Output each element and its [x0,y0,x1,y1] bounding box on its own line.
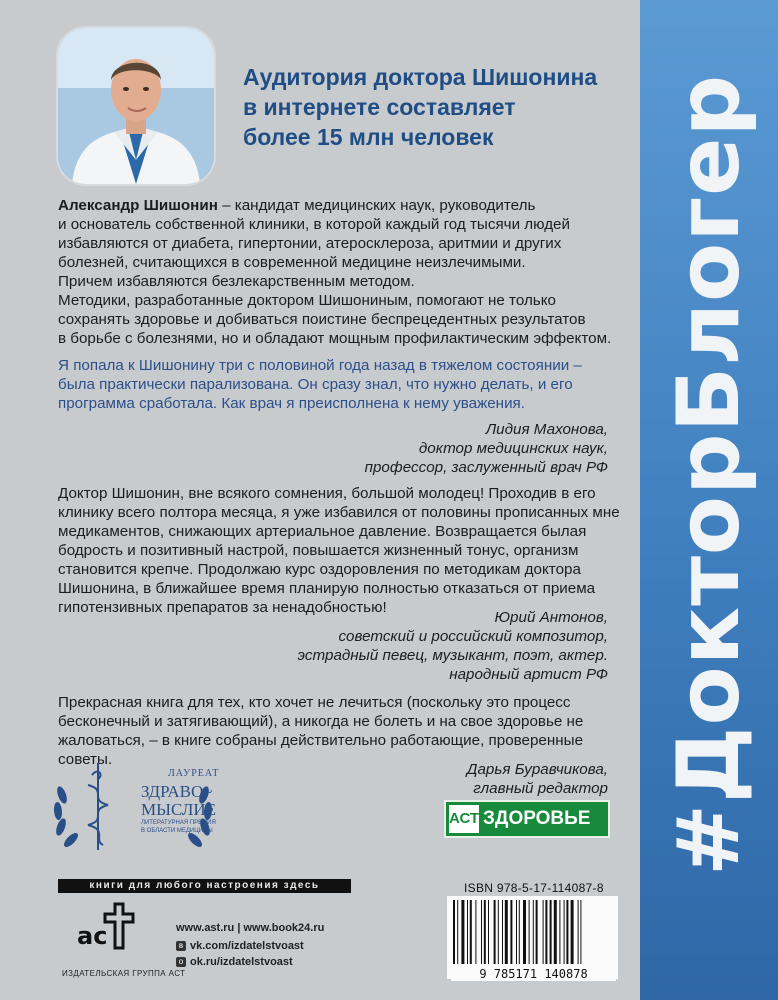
headline-line: Аудитория доктора Шишонина [243,64,598,90]
barcode-bar [510,900,512,964]
barcode-bar [484,900,486,964]
quote-line: Доктор Шишонин, вне всякого сомнения, большой молодец! Проходив в его [58,485,596,502]
signature-line: главный редактор [473,780,608,797]
award-sub: ЛИТЕРАТУРНАЯ ПРЕМИЯ [141,820,216,826]
doctor-photo [58,28,214,184]
barcode-bar [498,900,499,964]
barcode-bar [481,900,482,964]
isbn-label: ISBN 978-5-17-114087-8 [464,881,604,895]
publisher-group-label: ИЗДАТЕЛЬСКАЯ ГРУППА АСТ [62,969,186,978]
ok-link[interactable] [176,956,293,968]
barcode-bar [494,900,496,964]
barcode-bar [457,900,458,964]
award-name: ЗДРАВО~ [141,782,213,801]
bio-line: сохранять здоровье и добиваться поистине беспрецедентных результатов [58,311,586,328]
barcode-bar [533,900,534,964]
signature-line: доктор медицинских наук, [418,440,608,457]
barcode-digits: 9 785171 140878 [451,967,616,981]
signature-line: Юрий Антонов, [494,609,608,626]
signature-line: профессор, заслуженный врач РФ [364,459,608,476]
barcode-bar [461,900,464,964]
barcode-bar [467,900,468,964]
ok-link-text[interactable]: ok.ru/izdatelstvoast [190,956,293,968]
barcode-bar [505,900,508,964]
quote-line: становится крепче. Продолжаю курс оздоровления по методикам доктора [58,561,581,578]
award-laureate: ЛАУРЕАТ [168,768,220,779]
quote-line: программа сработала. Как врач я преисполнена к нему уважения. [58,395,525,412]
barcode-bar [470,900,472,964]
testimonial-3-signature [467,760,608,798]
barcode-bar [529,900,530,964]
series-logo-text: ЗДОРОВЬЕ [483,808,591,829]
testimonial-2 [58,484,628,617]
signature-line: советский и российский композитор, [338,628,608,645]
quote-line: Прекрасная книга для тех, кто хочет не лечиться (поскольку это процесс [58,694,571,711]
signature-line: народный артист РФ [449,666,608,683]
publisher-tagline: книги для любого настроения здесь [58,879,351,893]
award-name: МЫСЛИЕ [141,800,217,819]
signature-line: Дарья Буравчикова, [466,761,608,778]
svg-text:ac: ac [77,922,108,950]
quote-line: бесконечный и затягивающий), а никогда не болеть и на свое здоровье не [58,713,584,730]
spine-hashtag: #ДокторБлогер [659,73,759,877]
barcode-bar [571,900,574,964]
quote-line: Шишонина, в ближайшее время планирую полностью отказаться от приема [58,580,596,597]
bio-line: Методики, разработанные доктором Шишониным, помогают не только [58,292,556,309]
testimonial-1-signature [365,420,608,477]
award-sub: В ОБЛАСТИ МЕДИЦИНЫ [141,828,213,834]
barcode-bar [580,900,581,964]
vk-icon: в [176,941,186,951]
ast-logo-icon: АСТ [449,805,479,833]
quote-line: гипотензивных препаратов за ненадобностью! [58,599,387,616]
barcode-bar [453,900,455,964]
headline-line: более 15 млн человек [243,124,494,150]
barcode-bar [578,900,579,964]
bio-line: в борьбе с болезнями, но и обладают мощным профилактическим эффектом. [58,330,612,347]
barcode-bar [516,900,517,964]
barcode-bar [519,900,520,964]
bio-line: болезней, считающихся в современной медицине неизлечимыми. [58,254,526,271]
vk-link[interactable] [176,940,304,952]
quote-line: клинику всего полтора месяца, я уже избавился от половины прописанных мне [58,504,620,521]
publisher-websites[interactable]: www.ast.ru | www.book24.ru [176,922,325,934]
bio-line: Причем избавляются безлекарственным методом. [58,273,415,290]
signature-line: Лидия Махонова, [485,421,608,438]
barcode-bar [566,900,568,964]
headline [243,62,623,152]
testimonial-1 [58,356,628,413]
signature-line: эстрадный певец, музыкант, поэт, актер. [297,647,608,664]
barcode-bar [488,900,489,964]
quote-line: бодрость и позитивный настрой, повышается жизненный тонус, организм [58,542,579,559]
barcode-bar [502,900,503,964]
bio-line: избавляются от диабета, гипертонии, атеросклероза, аритмии и других [58,235,562,252]
series-logo [444,800,610,838]
testimonial-2-signature [297,608,608,684]
author-name: Александр Шишонин [58,197,218,214]
quote-line: жаловаться, – в книге собраны действительно работающие, проверенные советы. [58,732,584,768]
barcode-bar [536,900,538,964]
bio-line: и основатель собственной клиники, в которой каждый год тысячи людей [58,216,570,233]
barcode-bar [554,900,557,964]
barcode-bar [550,900,552,964]
vk-link-text[interactable]: vk.com/izdatelstvoast [190,940,304,952]
barcode-bar [559,900,560,964]
bio-line: – кандидат медицинских наук, руководитель [217,197,536,214]
quote-line: медикаментов, снижающих артериальное давление. Возвращается былая [58,523,587,540]
award-badge [48,755,218,855]
barcode-bar [523,900,526,964]
quote-line: Я попала к Шишонину три с половиной года назад в тяжелом состоянии – [58,357,582,374]
barcode-bar [564,900,565,964]
barcode-bar [475,900,476,964]
author-bio [58,196,628,348]
quote-line: была практически парализована. Он сразу знал, что нужно делать, и его [58,376,573,393]
ok-icon: о [176,957,186,967]
ast-logo-icon [75,900,145,950]
barcode-bar [543,900,544,964]
barcode-bars [447,896,618,968]
barcode-bar [545,900,547,964]
headline-line: в интернете составляет [243,94,516,120]
